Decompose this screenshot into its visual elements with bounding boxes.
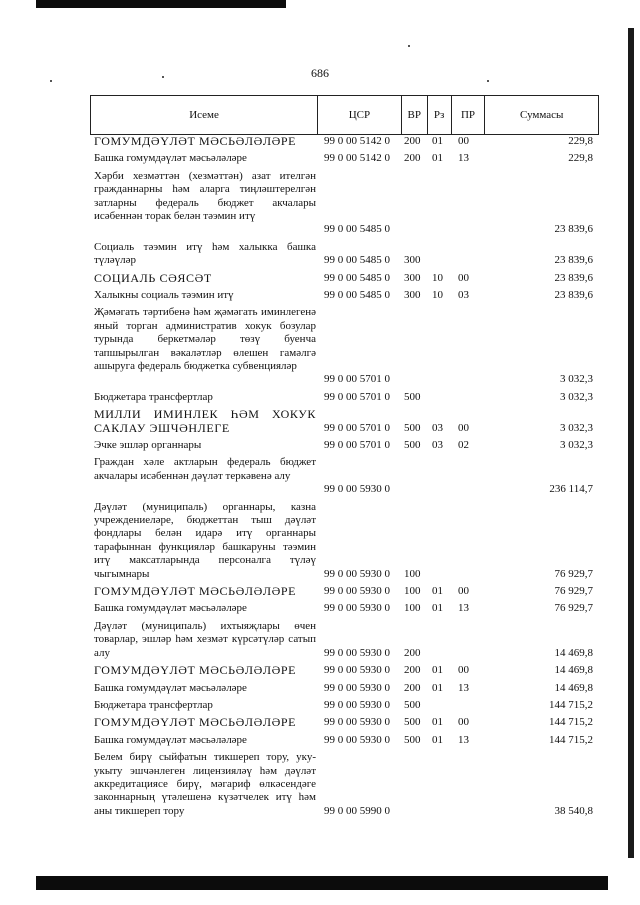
cell-vr: 500 — [404, 698, 421, 711]
page-number: 686 — [311, 66, 329, 80]
cell-csr: 99 0 00 5701 0 — [324, 373, 390, 386]
cell-name: Башка гомумдәүләт мәсьәләләре — [94, 602, 247, 615]
cell-sum: 38 540,8 — [554, 804, 593, 817]
cell-sum: 76 929,7 — [554, 602, 593, 615]
cell-name: Башка гомумдәүләт мәсьәләләре — [94, 733, 247, 746]
table-row — [90, 241, 599, 268]
cell-name: Дәүләт (муниципаль) органнары, казна учреждениеләре, бюджеттан тыш дәүләт фондлары белән идарә итү органнары тарафыннан функцияләр башкаруны тәэмин итү максатларында персоналга түләү чыгымнары — [94, 500, 316, 580]
table-row — [90, 306, 599, 386]
cell-vr: 300 — [404, 271, 421, 284]
table-body — [90, 135, 599, 818]
cell-pr: 00 — [458, 135, 469, 147]
cell-pr: 00 — [458, 585, 469, 598]
table-row — [90, 391, 599, 404]
header-rz: Рз — [428, 96, 452, 134]
header-vr: ВР — [402, 96, 428, 134]
cell-name: ГОМУМДӘҮЛӘТ МӘСЬӘЛӘЛӘРЕ — [94, 715, 297, 730]
cell-rz: 01 — [432, 681, 443, 694]
cell-pr: 13 — [458, 681, 469, 694]
cell-pr: 00 — [458, 271, 469, 284]
cell-rz: 01 — [432, 664, 443, 677]
cell-csr: 99 0 00 5930 0 — [324, 602, 390, 615]
cell-rz: 01 — [432, 585, 443, 598]
cell-rz: 01 — [432, 602, 443, 615]
table-row — [90, 170, 599, 237]
cell-sum: 14 469,8 — [554, 681, 593, 694]
scan-edge-right — [628, 28, 634, 858]
cell-name: Халыкны социаль тәэмин итү — [94, 289, 234, 302]
table-row — [90, 664, 599, 677]
cell-csr: 99 0 00 5701 0 — [324, 421, 390, 434]
cell-rz: 03 — [432, 421, 443, 434]
cell-vr: 100 — [404, 567, 421, 580]
scan-speck — [408, 45, 410, 47]
cell-vr: 500 — [404, 421, 421, 434]
cell-csr: 99 0 00 5930 0 — [324, 646, 390, 659]
cell-csr: 99 0 00 5485 0 — [324, 254, 390, 267]
table-row — [90, 585, 599, 598]
table-row — [90, 620, 599, 660]
cell-pr: 13 — [458, 152, 469, 165]
header-sum: Суммасы — [520, 109, 564, 121]
cell-name: Бюджетара трансфертлар — [94, 698, 213, 711]
table-row — [90, 272, 599, 285]
cell-sum: 236 114,7 — [549, 483, 593, 496]
cell-sum: 229,8 — [568, 135, 593, 147]
cell-vr: 100 — [404, 602, 421, 615]
table-row — [90, 289, 599, 302]
table-row — [90, 439, 599, 452]
cell-vr: 300 — [404, 254, 421, 267]
cell-pr: 00 — [458, 716, 469, 729]
cell-sum: 23 839,6 — [554, 254, 593, 267]
cell-sum: 229,8 — [568, 152, 593, 165]
table-row — [90, 408, 599, 435]
cell-csr: 99 0 00 5142 0 — [324, 152, 390, 165]
cell-name: ГОМУМДӘҮЛӘТ МӘСЬӘЛӘЛӘРЕ — [94, 663, 297, 678]
cell-name: Башка гомумдәүләт мәсьәләләре — [94, 152, 247, 165]
cell-vr: 100 — [404, 585, 421, 598]
cell-csr: 99 0 00 5485 0 — [324, 289, 390, 302]
cell-name: СОЦИАЛЬ СӘЯСӘТ — [94, 270, 212, 285]
cell-csr: 99 0 00 5701 0 — [324, 439, 390, 452]
table-row — [90, 501, 599, 581]
cell-sum: 3 032,3 — [560, 390, 593, 403]
cell-csr: 99 0 00 5930 0 — [324, 585, 390, 598]
cell-rz: 10 — [432, 271, 443, 284]
cell-sum: 14 469,8 — [554, 664, 593, 677]
table-row — [90, 602, 599, 615]
cell-sum: 76 929,7 — [554, 585, 593, 598]
cell-csr: 99 0 00 5930 0 — [324, 483, 390, 496]
cell-vr: 200 — [404, 664, 421, 677]
table-row — [90, 751, 599, 818]
cell-vr: 200 — [404, 681, 421, 694]
cell-sum: 76 929,7 — [554, 567, 593, 580]
cell-csr: 99 0 00 5701 0 — [324, 390, 390, 403]
cell-csr: 99 0 00 5930 0 — [324, 681, 390, 694]
cell-csr: 99 0 00 5485 0 — [324, 223, 390, 236]
cell-name: Бюджетара трансфертлар — [94, 390, 213, 403]
cell-sum: 23 839,6 — [554, 289, 593, 302]
cell-csr: 99 0 00 5930 0 — [324, 716, 390, 729]
cell-name: ГОМУМДӘҮЛӘТ МӘСЬӘЛӘЛӘРЕ — [94, 134, 297, 148]
cell-rz: 03 — [432, 439, 443, 452]
table-row — [90, 682, 599, 695]
cell-name: Хәрби хезмәттән (хезмәттән) азат ителгән гражданнарны һәм аларга тиңләштерелгән затларны федераль бюджет акчалары исәбеннән торак белән тәэмин итү — [94, 169, 316, 223]
scan-edge-bottom — [36, 876, 608, 890]
table-row — [90, 716, 599, 729]
scan-edge-top — [36, 0, 286, 8]
table-row — [90, 152, 599, 165]
cell-rz: 01 — [432, 716, 443, 729]
cell-sum: 3 032,3 — [560, 373, 593, 386]
cell-pr: 00 — [458, 421, 469, 434]
cell-pr: 03 — [458, 289, 469, 302]
table-row — [90, 734, 599, 747]
budget-table — [90, 95, 599, 818]
header-pr: ПР — [452, 96, 486, 134]
cell-name: Башка гомумдәүләт мәсьәләләре — [94, 681, 247, 694]
cell-csr: 99 0 00 5142 0 — [324, 135, 390, 147]
header-name: Исеме — [91, 96, 318, 134]
cell-name: Белем бирү сыйфатын тикшереп тору, уку-укыту эшчәнлеген лицензияләү һәм дәүләт аккредитациясе бирү, мәгариф өлкәсендәге законнарның үтәлешенә күзәтчелек итү һәм аны тикшереп тору — [94, 751, 316, 817]
cell-rz: 10 — [432, 289, 443, 302]
table-row — [90, 456, 599, 496]
cell-vr: 500 — [404, 716, 421, 729]
cell-sum: 144 715,2 — [549, 698, 593, 711]
cell-pr: 13 — [458, 602, 469, 615]
cell-vr: 200 — [404, 152, 421, 165]
cell-name: Граждан хәле актларын федераль бюджет акчалары исәбеннән дәүләт теркәвенә алу — [94, 456, 316, 482]
cell-csr: 99 0 00 5930 0 — [324, 664, 390, 677]
cell-vr: 200 — [404, 135, 421, 147]
cell-pr: 00 — [458, 664, 469, 677]
cell-csr: 99 0 00 5485 0 — [324, 271, 390, 284]
cell-name: Эчке эшләр органнары — [94, 439, 202, 452]
cell-sum: 144 715,2 — [549, 716, 593, 729]
cell-sum: 3 032,3 — [560, 421, 593, 434]
cell-csr: 99 0 00 5930 0 — [324, 733, 390, 746]
cell-vr: 200 — [404, 646, 421, 659]
cell-vr: 500 — [404, 439, 421, 452]
table-row — [90, 135, 599, 148]
cell-pr: 02 — [458, 439, 469, 452]
cell-name: Җәмәгать тәртибенә һәм җәмәгать иминлегенә яный торган административ хокук бозулар турында беркетмәләр төзү буенча тапшырылган вәкаләтләр өлешен гамәлгә ашыруга федераль бюджетка субвенцияләр — [94, 306, 316, 373]
cell-name: Социаль тәэмин итү һәм халыкка башка түләүләр — [94, 240, 316, 267]
cell-rz: 01 — [432, 135, 443, 147]
cell-name: МИЛЛИ ИМИНЛЕК ҺӘМ ХОКУК САКЛАУ ЭШЧӘНЛЕГЕ — [94, 407, 316, 435]
cell-name: ГОМУМДӘҮЛӘТ МӘСЬӘЛӘЛӘРЕ — [94, 584, 297, 599]
cell-csr: 99 0 00 5930 0 — [324, 698, 390, 711]
cell-pr: 13 — [458, 733, 469, 746]
cell-rz: 01 — [432, 152, 443, 165]
cell-name: Дәүләт (муниципаль) ихтыяҗлары өчен товарлар, эшләр һәм хезмәт күрсәтүләр сатып алу — [94, 619, 316, 659]
header-csr: ЦСР — [318, 96, 402, 134]
cell-sum: 23 839,6 — [554, 223, 593, 236]
cell-vr: 500 — [404, 390, 421, 403]
cell-sum: 144 715,2 — [549, 733, 593, 746]
table-header — [90, 95, 599, 135]
cell-vr: 300 — [404, 289, 421, 302]
cell-csr: 99 0 00 5930 0 — [324, 567, 390, 580]
cell-sum: 23 839,6 — [554, 271, 593, 284]
table-row — [90, 699, 599, 712]
cell-vr: 500 — [404, 733, 421, 746]
cell-rz: 01 — [432, 733, 443, 746]
cell-sum: 3 032,3 — [560, 439, 593, 452]
cell-sum: 14 469,8 — [554, 646, 593, 659]
cell-csr: 99 0 00 5990 0 — [324, 804, 390, 817]
